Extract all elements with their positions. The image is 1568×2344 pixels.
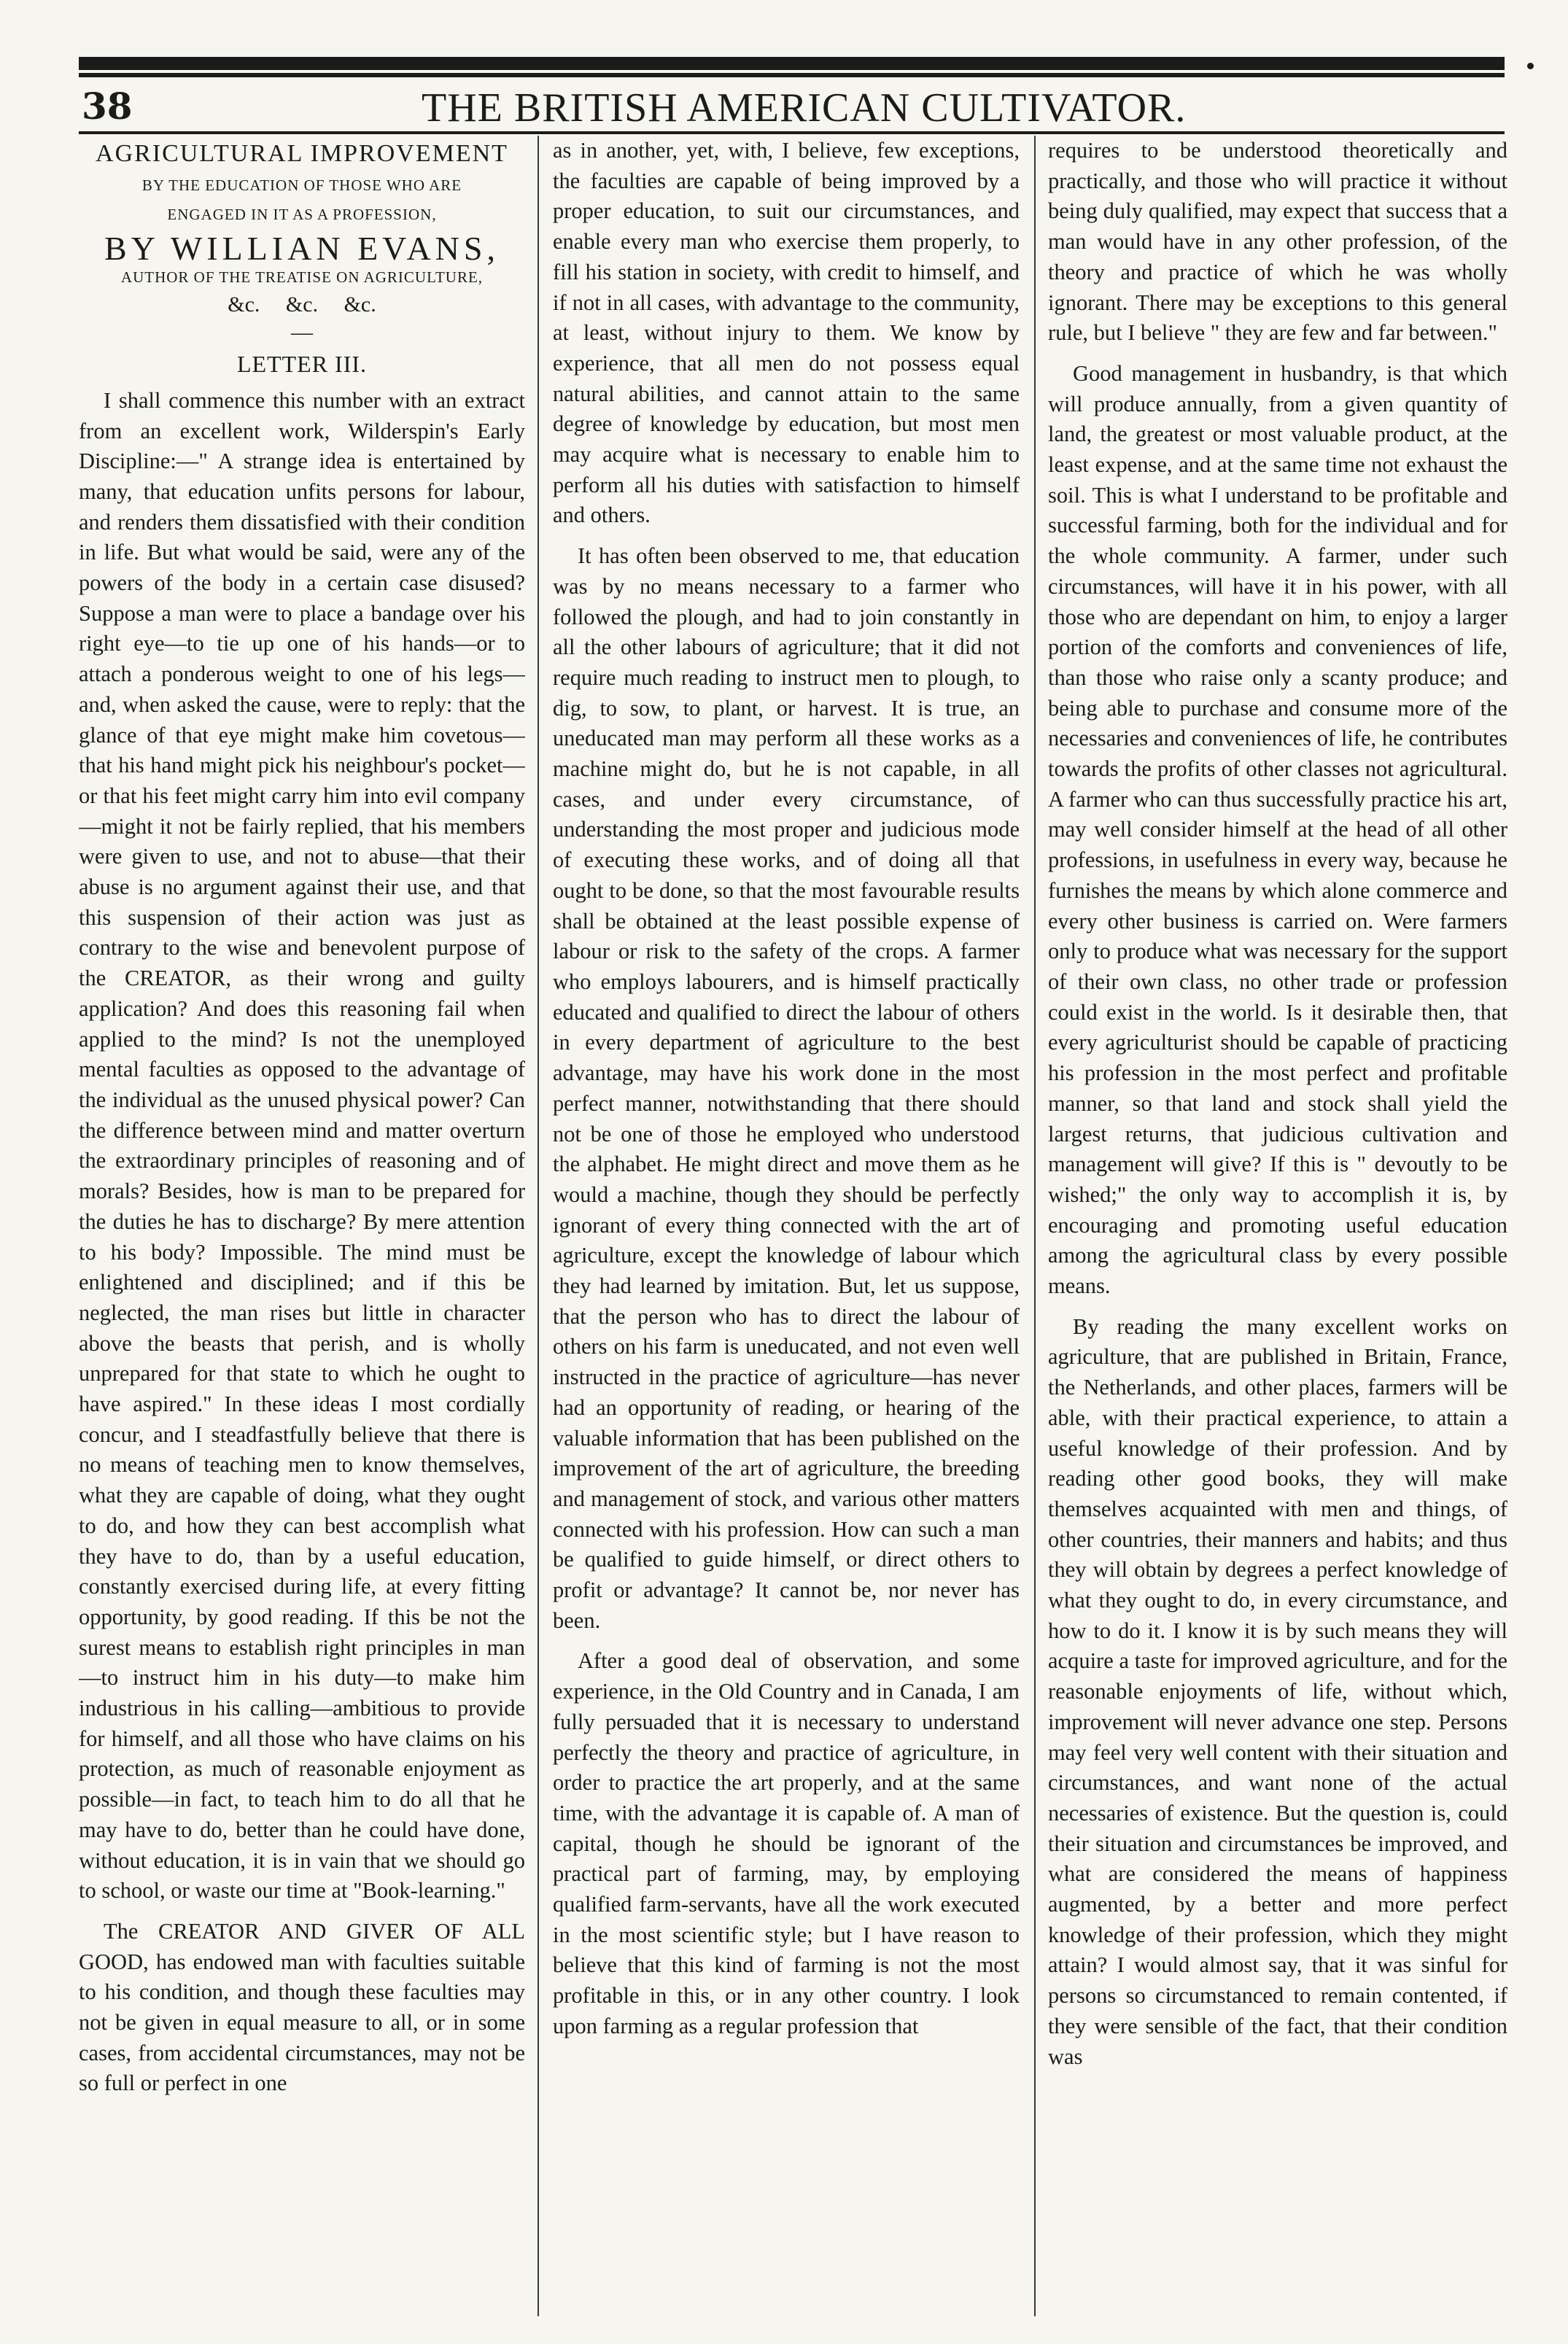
article-subheading-2: ENGAGED IN IT AS A PROFESSION, <box>167 205 437 223</box>
article-subheading-1: BY THE EDUCATION OF THOSE WHO ARE <box>141 176 462 194</box>
column-3 <box>1048 136 1507 2331</box>
article-byline: BY WILLIAN EVANS, <box>104 229 500 267</box>
paragraph: as in another, yet, with, I believe, few exceptions, the faculties are capable of being improved by a proper education, to suit our circumstances, and enable every man who exercise them properly, to fill his station in society, with credit to himself, and if not in all cases, with advantage to the community, at least, without injury to them. We know by experience, that all men do not possess equal natural abilities, and cannot attain to the same degree of knowledge by education, but most men may acquire what is necessary to enable him to perform all his duties with satisfaction to himself and others. <box>553 138 1020 528</box>
paragraph: After a good deal of observation, and some experience, in the Old Country and in Canada, I am fully persuaded that it is necessary to understand perfectly the theory and practice of agriculture, in order to practice the art properly, and at the same time, with the advantage it is capable of. A man of capital, though he should be ignorant of the practical part of farming, may, by employing qualified farm-servants, have all the work executed in the most scientific style; but I have reason to believe that this kind of farming is not the most profitable in this, or in any other country. I look upon farming as a regular profession that <box>553 1648 1020 2038</box>
column-1 <box>79 136 525 2331</box>
paragraph: Good management in husbandry, is that which will produce annually, from a given quantity of land, the greatest or most valuable product, at the least expense, and at the same time not exhaust the soil. This is what I understand to be profitable and successful farming, both for the individual and for the whole community. A farmer, under such circumstances, will have it in his power, with all those who are dependant on him, to enjoy a larger portion of the comforts and conveniences of life, than those who raise only a scanty produce; and being able to purchase and consume more of the necessaries and conveniences of life, he contributes towards the profits of other classes not agricultural. A farmer who can thus successfully practice his art, may well consider himself at the head of all other professions, in usefulness in every way, because he furnishes the means by which alone commerce and every other business is carried on. Were farmers only to produce what was necessary for the support of their own class, no other trade or profession could exist in the world. Is it desirable then, that every agriculturist should be capable of practicing his profession in the most perfect and profitable manner, so that land and stock shall yield the largest returns, that judicious cultivation and management will give? If this is " devoutly to be wished;" the only way to accomplish it is, by encouraging and promoting useful education among the agricultural class by every possible means. <box>1048 360 1507 1299</box>
page-header <box>79 79 1505 139</box>
column-2 <box>553 136 1020 2331</box>
column-divider-1 <box>537 136 539 2316</box>
paragraph: By reading the many excellent works on agriculture, that are published in Britain, France, the Netherlands, and other places, farmers will be able, with their practical experience, to attain a useful knowledge of their profession. And by reading other good books, they will make themselves acquainted with men and things, of other countries, their manners and habits; and thus they will obtain by degrees a perfect knowledge of what they ought to do, in every circumstance, and how to do it. I know it is by such means they will acquire a taste for improved agriculture, and for the reasonable enjoyments of life, without which, improvement will never advance one step. Persons may feel very well content with their situation and circumstances, and want none of the actual necessaries of existence. But the question is, could their situation and circumstances be improved, and what are considered the means of happiness augmented, by a better and more perfect knowledge of their profession, which they might attain? I would almost say, that it was sinful for persons so circumstanced to remain contented, if they were sensible of the fact, that their condition was <box>1048 1313 1507 2069</box>
paragraph: requires to be understood theoretically and practically, and those who will practice it without being duly qualified, may expect that success that a man would have in any other profession, of the theory and practice of which he was wholly ignorant. There may be exceptions to this general rule, but I believe " they are few and far between." <box>1048 138 1507 346</box>
paragraph: I shall commence this number with an extract from an excellent work, Wilderspin's Early Discipline:—" A strange idea is entertained by many, that education unfits persons for labour, and renders them dissatisfied with their condition in life. But what would be said, were any of the powers of the body in a certain case disused? Suppose a man were to place a bandage over his right eye—to tie up one of his hands—or to attach a ponderous weight to one of his legs—and, when asked the cause, were to reply: that the glance of that eye might make him covetous—that his hand might pick his neighbour's pocket—or that his feet might carry him into evil company—might it not be fairly replied, that his members were given to use, and not to abuse—that their abuse is no argument against their use, and that this suspension of their action was just as contrary to the wise and benevolent purpose of the CREATOR, as their wrong and guilty application? And does this reasoning fail when applied to the mind? Is not the unemployed mental faculties as opposed to the advantage of the individual as the unused physical power? Can the difference between mind and matter overturn the extraordinary principles of reasoning and of morals? Besides, how is man to be prepared for the duties he has to discharge? By mere attention to his body? Impossible. The mind must be enlightened and disciplined; and if this be neglected, the man rises but little in character above the beasts that perish, and is wholly unprepared for that state to which he ought to have aspired." In these ideas I most cordially concur, and I steadfastfully believe that there is no means of teaching men to know themselves, what they are capable of doing, what they ought to do, and how they can best accomplish what they have to do, than by a useful education, constantly exercised during life, at every fitting opportunity, by good reading. If this be not the surest means to establish right principles in man—to instruct him in his duty—to make him industrious in his calling—ambitious to provide for himself, and all those who have claims on his protection, as much of reasonable enjoyment as possible—in fact, to teach him to do all that he may have to do, better than he could have done, without education, it is in vain that we should go to school, or waste our time at "Book-learning." <box>79 387 525 1903</box>
paragraph: It has often been observed to me, that education was by no means necessary to a farmer who followed the plough, and had to join constantly in all the other labours of agriculture; that it did not require much reading to instruct men to plough, to dig, to sow, to plant, or harvest. It is true, an uneducated man may perform all these works as a machine might do, but he is not capable, in all cases, and under every circumstance, of understanding the most proper and judicious mode of executing these works, and of doing all that ought to be done, so that the most favourable results shall be obtained at the least possible expense of labour or risk to the safety of the crops. A farmer who employs labourers, and is himself practically educated and qualified to direct the labour of others in every department of agriculture to the best advantage, may have his work done in the most perfect manner, notwithstanding that there should not be one of those he employed who understood the alphabet. He might direct and move them as he would a machine, though they should be perfectly ignorant of every thing connected with the art of agriculture, except the knowledge of labour which they had learned by imitation. But, let us suppose, that the person who has to direct the labour of others on his farm is uneducated, and not even well instructed in the practice of agriculture—has never had an opportunity of reading, or hearing of the valuable information that has been published on the improvement of the art of agriculture, the breeding and management of stock, and various other matters connected with his profession. How can such a man be qualified to guide himself, or direct others to profit or advantage? It cannot be, nor never has been. <box>553 543 1020 1633</box>
etc-line: &c. &c. &c. <box>228 292 376 317</box>
column-divider-2 <box>1034 136 1036 2316</box>
section-dash: — <box>291 320 313 345</box>
page-number: 38 <box>82 85 133 128</box>
author-note: AUTHOR OF THE TREATISE ON AGRICULTURE, <box>120 268 484 287</box>
top-rule-thick <box>79 57 1505 70</box>
ink-dot <box>1527 63 1534 69</box>
top-rule-thin <box>79 73 1505 77</box>
paragraph: The CREATOR AND GIVER OF ALL GOOD, has endowed man with faculties suitable to his condition, and though these faculties may not be given in equal measure to all, or in some cases, from accidental circumstances, may not be so full or perfect in one <box>79 1918 525 2096</box>
newspaper-title: THE BRITISH AMERICAN CULTIVATOR. <box>422 85 1187 131</box>
letter-heading: LETTER III. <box>236 351 368 378</box>
header-rule <box>79 131 1505 134</box>
article-heading: AGRICULTURAL IMPROVEMENT <box>96 140 508 167</box>
